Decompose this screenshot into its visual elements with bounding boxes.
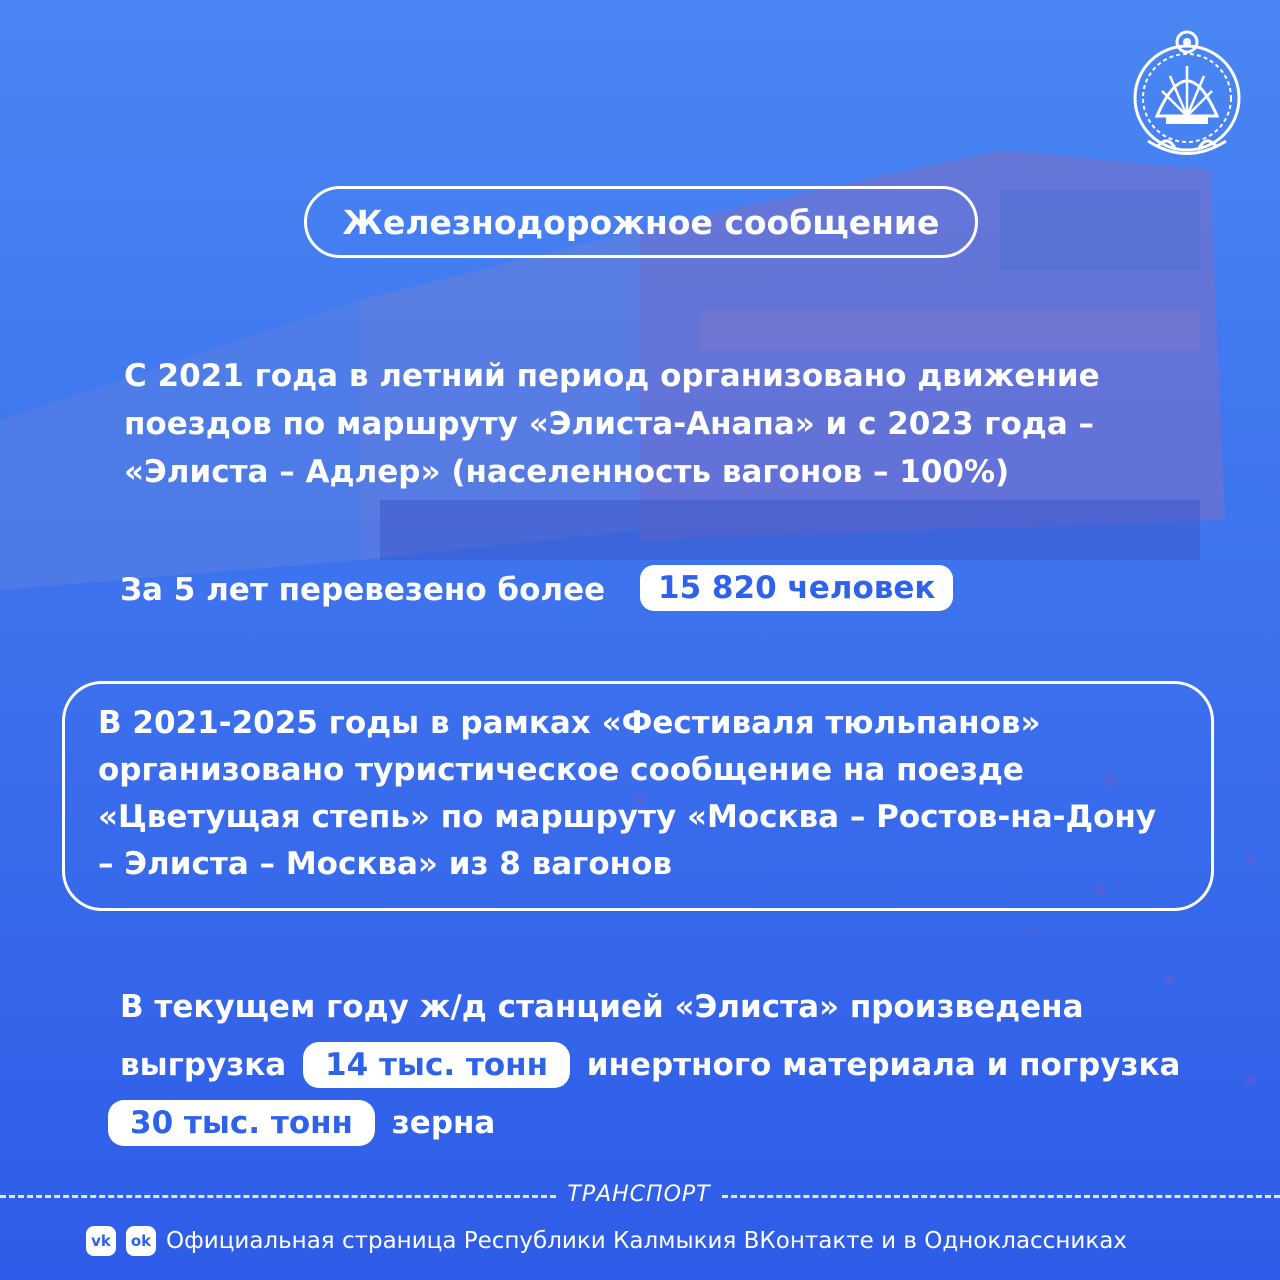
paragraph-line: В текущем году ж/д станцией «Элиста» произведена <box>120 989 1084 1025</box>
footer-text: Официальная страница Республики Калмыкия ВКонтакте и в Одноклассниках <box>166 1228 1127 1254</box>
footer-social <box>86 1226 1127 1256</box>
page-title-text: Железнодорожное сообщение <box>342 202 940 242</box>
paragraph-line: С 2021 года в летний период организовано движение <box>124 358 1100 394</box>
page-title <box>304 186 978 258</box>
paragraph-line: поездов по маршруту «Элиста-Анапа» и с 2023 года – <box>124 406 1095 442</box>
paragraph-line <box>120 1094 1240 1152</box>
freight-text: зерна <box>391 1105 496 1141</box>
paragraph-line: «Цветущая степь» по маршруту «Москва – Ростов-на-Дону <box>98 799 1157 835</box>
section-label: ТРАНСПОРТ <box>567 1182 711 1207</box>
unloading-highlight: 14 тыс. тонн <box>303 1042 570 1088</box>
odnoklassniki-icon[interactable]: ok <box>126 1226 156 1256</box>
paragraph-line: В 2021-2025 годы в рамках «Фестиваля тюльпанов» <box>98 705 1041 741</box>
footer-divider <box>0 1195 556 1198</box>
summer-trains-paragraph <box>124 352 1204 496</box>
passengers-text: За 5 лет перевезено более <box>120 572 606 608</box>
coat-of-arms-icon <box>1128 26 1246 166</box>
paragraph-line: – Элиста – Москва» из 8 вагонов <box>98 846 672 882</box>
freight-text: инертного материала и погрузка <box>586 1047 1181 1083</box>
festival-paragraph <box>98 700 1208 888</box>
paragraph-line <box>120 1036 1240 1094</box>
paragraph-line: организовано туристическое сообщение на поезде <box>98 752 1024 788</box>
paragraph-line: «Элиста – Адлер» (населенность вагонов – 100%) <box>124 454 1010 490</box>
footer-divider <box>722 1195 1280 1198</box>
passengers-highlight: 15 820 человек <box>640 565 953 611</box>
freight-paragraph <box>120 978 1240 1152</box>
loading-highlight: 30 тыс. тонн <box>108 1100 375 1146</box>
vk-icon[interactable]: vk <box>86 1226 116 1256</box>
freight-text: выгрузка <box>120 1047 287 1083</box>
